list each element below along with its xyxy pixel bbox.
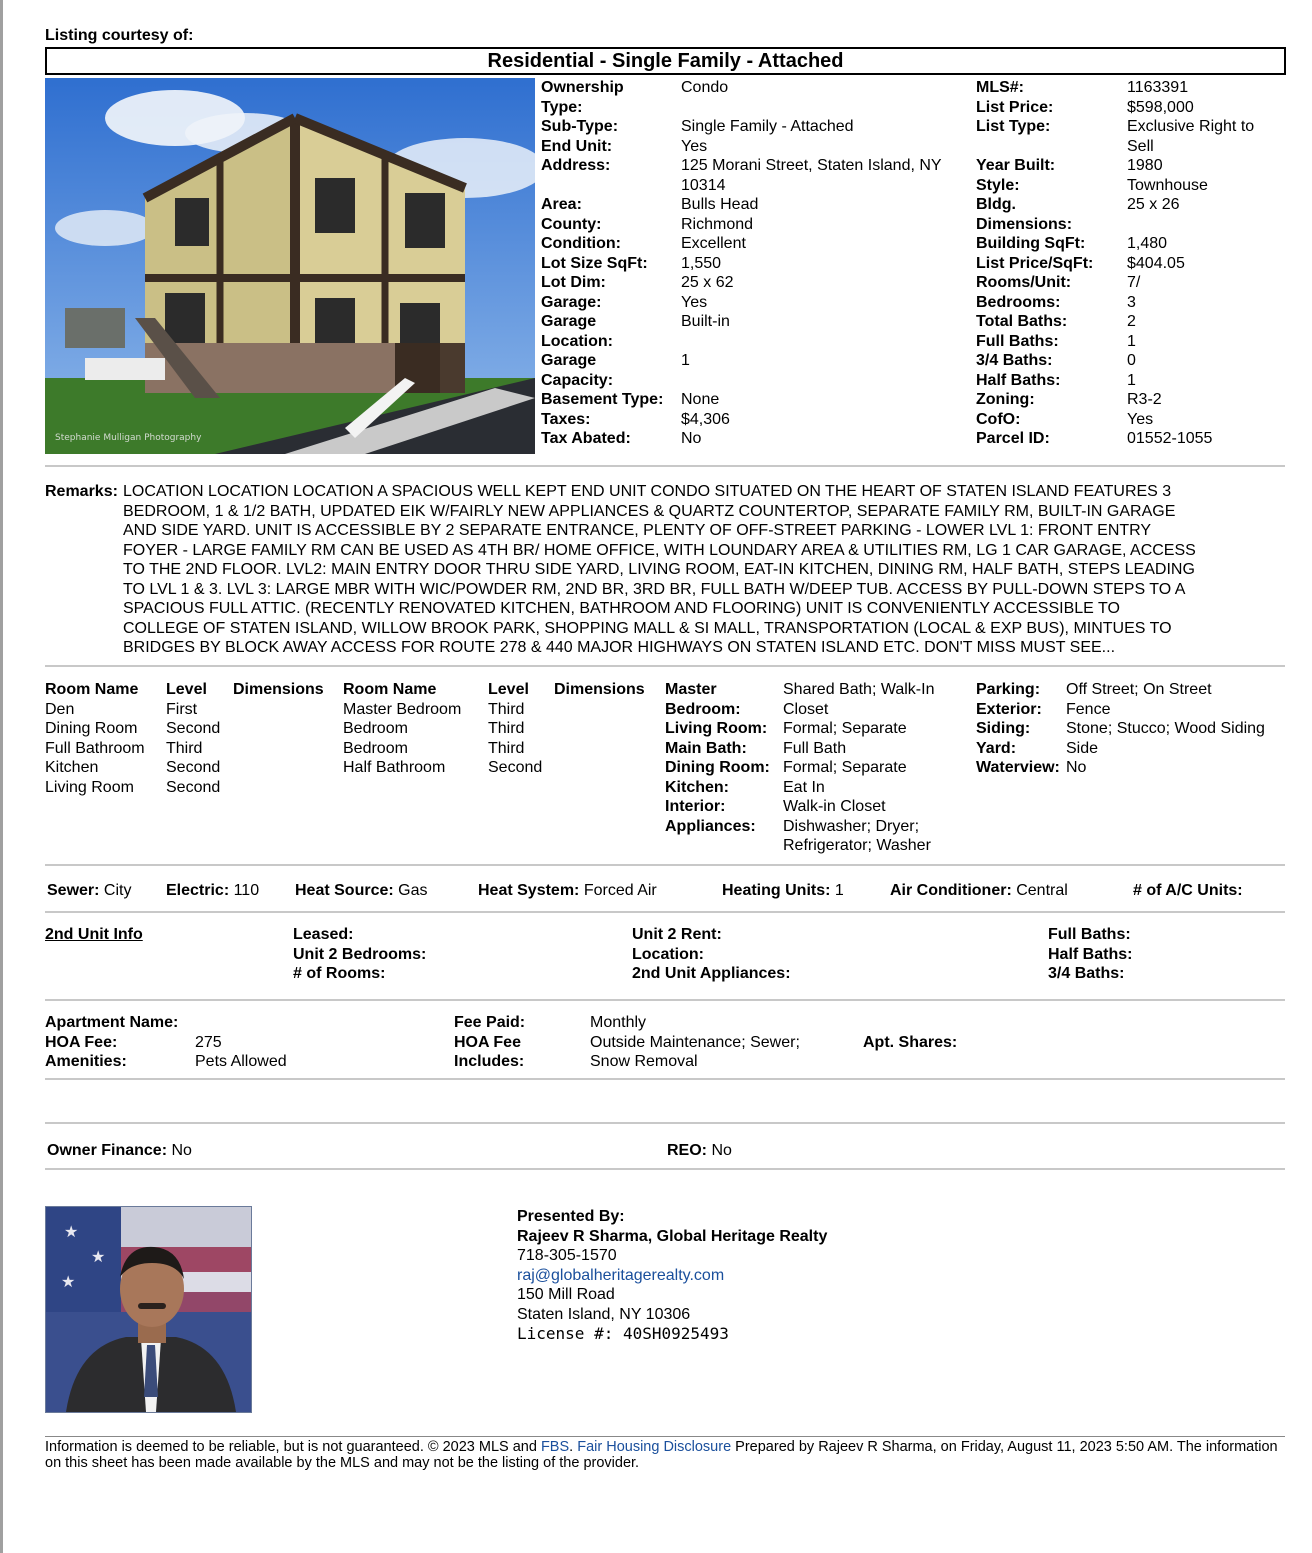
- reo-value: No: [711, 1142, 732, 1159]
- second-unit-col2: [632, 925, 791, 984]
- footer-disclaimer: [45, 1440, 1285, 1471]
- feature-value: Fence: [1066, 700, 1111, 718]
- hoa-includes-value: Outside Maintenance; Sewer;: [590, 1033, 800, 1051]
- feature-value: Full Bath: [783, 739, 847, 757]
- divider: [45, 1122, 1285, 1124]
- detail-label: Lot Size SqFt:: [541, 254, 648, 272]
- reo: [667, 1141, 732, 1161]
- zoning: R3-2: [1127, 391, 1162, 408]
- divider: [45, 1078, 1285, 1080]
- bedrooms: 3: [1127, 293, 1136, 311]
- detail-value: No: [681, 430, 702, 447]
- amenities-label: Amenities:: [45, 1053, 127, 1070]
- detail-label: Address:: [541, 157, 611, 174]
- util-label: # of A/C Units:: [1133, 882, 1243, 899]
- room-level: Third: [166, 739, 203, 757]
- util-value: Forced Air: [583, 882, 657, 899]
- hoa-includes-label: HOA Fee: [454, 1033, 521, 1051]
- detail-label: Garage Location:: [541, 313, 613, 350]
- feature-value: Formal; Separate: [783, 720, 907, 737]
- rooms-table: [45, 680, 665, 860]
- divider: [45, 665, 1285, 667]
- footer-text: Information is deemed to be reliable, but is not guaranteed. © 2023 MLS and: [45, 1439, 541, 1455]
- feature-value: Side: [1066, 739, 1099, 757]
- feature-label: Appliances:: [665, 817, 756, 835]
- detail-value: None: [681, 391, 720, 408]
- detail-value: Bulls Head: [681, 196, 759, 213]
- feature-label: Main Bath:: [665, 739, 747, 757]
- detail-label: Garage:: [541, 293, 602, 311]
- price-per-sqft: $404.05: [1127, 254, 1185, 272]
- room-name: Bedroom: [343, 739, 408, 757]
- feature-value: Off Street; On Street: [1066, 681, 1212, 698]
- detail-label: Style:: [976, 176, 1020, 194]
- detail-value: 1,550: [681, 254, 722, 272]
- util-label: Electric:: [166, 882, 230, 899]
- hoa-fee-value: 275: [195, 1033, 222, 1051]
- hoa-fee-label: HOA Fee:: [45, 1033, 118, 1051]
- fee-paid-value: Monthly: [590, 1014, 647, 1031]
- listing-courtesy: Listing courtesy of:: [45, 27, 194, 44]
- feature-label: Master: [665, 681, 717, 698]
- feature-label: Interior:: [665, 798, 726, 815]
- feature-label: Dining Room:: [665, 759, 770, 776]
- room-level: Second: [166, 778, 221, 796]
- page-edge: [0, 0, 3, 1553]
- detail-label: 3/4 Baths:: [976, 352, 1053, 369]
- fbs-link[interactable]: FBS: [540, 1439, 570, 1455]
- util-value: Gas: [398, 882, 428, 899]
- remarks-line: BRIDGES BY BLOCK AWAY ACCESS FOR ROUTE 278 & 440 MAJOR HIGHWAYS ON STATEN ISLAND ETC. DON'T MISS MUST SEE...: [123, 639, 1116, 656]
- feature-value: Closet: [783, 700, 829, 718]
- footer-text: Prepared by Rajeev R Sharma, on Friday, August 11, 2023 5:50 AM. The information on this sheet has been made available by the MLS and may not be the listing of the provider.: [45, 1439, 1278, 1471]
- detail-value: Yes: [681, 293, 708, 311]
- detail-value: Condo: [681, 79, 729, 96]
- svg-text:★: ★: [61, 1272, 76, 1291]
- divider: [45, 999, 1285, 1001]
- exterior-features: [976, 680, 1286, 800]
- room-name: Kitchen: [45, 759, 99, 776]
- rooms-unit: 7/: [1127, 274, 1141, 291]
- rooms-header-dimensions: Dimensions: [554, 681, 645, 698]
- owner-finance-label: Owner Finance:: [47, 1142, 168, 1159]
- agent-license: License #: 40SH0925493: [517, 1324, 729, 1343]
- feature-value: Walk-in Closet: [783, 798, 886, 815]
- feature-label: Waterview:: [976, 759, 1060, 776]
- hoa-includes-label: Includes:: [454, 1053, 525, 1070]
- footer-divider: [45, 1436, 1285, 1437]
- util-value: 110: [233, 882, 260, 899]
- detail-value: Richmond: [681, 215, 754, 233]
- remarks-line: TO THE 2ND FLOOR. LVL2: MAIN ENTRY DOOR THRU SIDE YARD, LIVING ROOM, EAT-IN KITCHEN, DINING RM, HALF BATH, STEPS LEADING: [123, 561, 1195, 578]
- second-unit-label: Leased:: [293, 926, 354, 943]
- owner-finance-value: No: [171, 1142, 192, 1159]
- hoa-includes-value: Snow Removal: [590, 1053, 698, 1070]
- room-name: Den: [45, 700, 75, 718]
- detail-value: 1: [681, 352, 690, 369]
- detail-label: MLS#:: [976, 79, 1024, 96]
- fee-paid-label: Fee Paid:: [454, 1014, 526, 1031]
- rooms-header-name: Room Name: [343, 681, 437, 698]
- three-quarter-baths: 0: [1127, 352, 1136, 369]
- detail-label: Basement Type:: [541, 391, 664, 408]
- hoa-section: [45, 1013, 1285, 1073]
- second-unit-label: # of Rooms:: [293, 965, 386, 982]
- detail-label: End Unit:: [541, 137, 613, 155]
- listing-title: Residential - Single Family - Attached: [45, 47, 1286, 75]
- interior-features: [665, 680, 970, 860]
- detail-value: 25 x 62: [681, 274, 734, 291]
- feature-value: Formal; Separate: [783, 759, 907, 776]
- remarks-text: [123, 482, 1288, 658]
- util-label: Sewer:: [47, 882, 100, 899]
- rooms-header-level: Level: [166, 681, 207, 698]
- list-type: Exclusive Right to Sell: [1127, 118, 1255, 155]
- agent-portrait-icon: [46, 1207, 251, 1412]
- util-value: 1: [834, 882, 844, 899]
- feature-label: Kitchen:: [665, 778, 729, 796]
- mls-number: 1163391: [1127, 79, 1189, 96]
- second-unit-title: 2nd Unit Info: [45, 926, 143, 943]
- remarks-line: BEDROOM, 1 & 1/2 BATH, UPDATED EIK W/FAIRLY NEW APPLIANCES & QUARTZ COUNTERTOP, SEPARATE FAMILY RM, BUILT-IN GARAGE: [123, 502, 1176, 520]
- detail-label: Building SqFt:: [976, 235, 1086, 252]
- detail-value: 125 Morani Street, Staten Island, NY 10314: [681, 157, 942, 194]
- second-unit-label: Unit 2 Rent:: [632, 926, 722, 943]
- room-level: Second: [166, 759, 221, 776]
- agent-street: 150 Mill Road: [517, 1286, 615, 1303]
- reo-label: REO:: [667, 1142, 707, 1159]
- apartment-name-label: Apartment Name:: [45, 1014, 179, 1031]
- detail-label: Garage Capacity:: [541, 352, 614, 389]
- room-level: Third: [488, 720, 525, 737]
- detail-label: Area:: [541, 196, 582, 213]
- building-sqft: 1,480: [1127, 235, 1168, 252]
- room-name: Bedroom: [343, 720, 408, 737]
- presented-by: Presented By:: [517, 1208, 625, 1225]
- detail-label: Tax Abated:: [541, 430, 631, 447]
- divider: [45, 465, 1285, 467]
- photo-watermark: Stephanie Mulligan Photography: [55, 433, 202, 443]
- bldg-dimensions: 25 x 26: [1127, 196, 1180, 213]
- utilities-row: [47, 881, 1287, 901]
- feature-value: No: [1066, 759, 1087, 776]
- room-name: Dining Room: [45, 720, 138, 737]
- svg-text:★: ★: [64, 1222, 79, 1241]
- feature-label: Bedroom:: [665, 700, 741, 718]
- agent-city: Staten Island, NY 10306: [517, 1305, 691, 1323]
- second-unit-col1: [293, 925, 426, 984]
- rooms-header-level: Level: [488, 681, 529, 698]
- detail-label: Taxes:: [541, 410, 591, 428]
- room-name: Half Bathroom: [343, 759, 446, 776]
- detail-label: List Type:: [976, 118, 1051, 135]
- detail-label: List Price/SqFt:: [976, 254, 1094, 272]
- agent-phone: 718-305-1570: [517, 1247, 617, 1264]
- agent-name: Rajeev R Sharma, Global Heritage Realty: [517, 1227, 828, 1245]
- util-label: Heat Source:: [295, 882, 394, 899]
- remarks-line: SPACIOUS FULL ATTIC. (RECENTLY RENOVATED KITCHEN, BATHROOM AND FLOORING) UNIT IS CONVENIENTLY ACCESSIBLE TO: [123, 600, 1120, 617]
- second-unit-label: 2nd Unit Appliances:: [632, 965, 791, 982]
- second-unit-label: 3/4 Baths:: [1048, 965, 1125, 982]
- feature-label: Siding:: [976, 720, 1031, 737]
- property-photo: [45, 78, 535, 454]
- fair-housing-link[interactable]: Fair Housing Disclosure: [577, 1439, 732, 1455]
- feature-value: Shared Bath; Walk-In: [783, 681, 935, 698]
- half-baths: 1: [1127, 371, 1136, 389]
- detail-label: Rooms/Unit:: [976, 274, 1072, 291]
- feature-label: Yard:: [976, 739, 1017, 757]
- remarks-line: AND SIDE YARD. UNIT IS ACCESSIBLE BY 2 SEPARATE ENTRANCE, PLENTY OF OFF-STREET PARKING - LOWER LVL 1: FRONT ENTRY: [123, 522, 1152, 539]
- detail-label: Zoning:: [976, 391, 1035, 408]
- feature-label: Parking:: [976, 681, 1041, 698]
- style: Townhouse: [1127, 176, 1208, 194]
- agent-email-link[interactable]: raj@globalheritagerealty.com: [517, 1266, 725, 1284]
- room-name: Master Bedroom: [343, 700, 462, 718]
- detail-label: Bldg. Dimensions:: [976, 196, 1073, 233]
- apt-shares-label: Apt. Shares:: [863, 1033, 958, 1051]
- feature-value: Dishwasher; Dryer;: [783, 817, 920, 835]
- detail-label: Parcel ID:: [976, 430, 1050, 447]
- feature-value: Refrigerator; Washer: [783, 837, 931, 854]
- agent-info: [517, 1207, 1017, 1344]
- townhouse-photo-icon: [45, 78, 535, 454]
- remarks-label: Remarks:: [45, 483, 118, 500]
- owner-finance: [47, 1141, 192, 1161]
- util-label: Heat System:: [478, 882, 580, 899]
- detail-value: Excellent: [681, 235, 746, 252]
- amenities-value: Pets Allowed: [195, 1053, 287, 1070]
- detail-label: Sub-Type:: [541, 118, 619, 135]
- room-level: Third: [488, 700, 525, 718]
- room-name: Living Room: [45, 778, 134, 796]
- util-value: City: [103, 882, 132, 899]
- detail-label: Lot Dim:: [541, 274, 606, 291]
- detail-label: Half Baths:: [976, 371, 1061, 389]
- year-built: 1980: [1127, 157, 1163, 174]
- second-unit-label: Unit 2 Bedrooms:: [293, 945, 427, 963]
- room-level: Second: [166, 720, 221, 737]
- room-level: Second: [488, 759, 543, 776]
- room-name: Full Bathroom: [45, 739, 145, 757]
- list-price: $598,000: [1127, 98, 1194, 116]
- remarks-line: FOYER - LARGE FAMILY RM CAN BE USED AS 4TH BR/ HOME OFFICE, WITH LOUNDARY AREA & UTILITIES RM, LG 1 CAR GARAGE, ACCESS: [123, 541, 1196, 559]
- divider: [45, 864, 1285, 866]
- remarks-line: LOCATION LOCATION LOCATION A SPACIOUS WELL KEPT END UNIT CONDO SITUATED ON THE HEART OF STATEN ISLAND FEATURES 3: [123, 483, 1172, 500]
- detail-value: Yes: [681, 137, 708, 155]
- remarks-line: COLLEGE OF STATEN ISLAND, WILLOW BROOK PARK, SHOPPING MALL & SI MALL, TRANSPORTATION (LOCAL & EXP BUS), MINTUES TO: [123, 619, 1172, 637]
- second-unit-label: Half Baths:: [1048, 945, 1133, 963]
- detail-value: $4,306: [681, 410, 730, 428]
- util-value: Central: [1016, 882, 1068, 899]
- second-unit-label: Location:: [632, 945, 704, 963]
- rooms-header-dimensions: Dimensions: [233, 681, 324, 698]
- cofo: Yes: [1127, 410, 1154, 428]
- detail-value: Single Family - Attached: [681, 118, 854, 135]
- second-unit-col3: [1048, 925, 1132, 984]
- util-label: Heating Units:: [722, 882, 831, 899]
- detail-label: CofO:: [976, 410, 1021, 428]
- detail-label: Year Built:: [976, 157, 1056, 174]
- full-baths: 1: [1127, 332, 1136, 350]
- feature-value: Stone; Stucco; Wood Siding: [1066, 720, 1265, 737]
- feature-label: Living Room:: [665, 720, 768, 737]
- total-baths: 2: [1127, 313, 1136, 330]
- detail-label: Full Baths:: [976, 332, 1059, 350]
- detail-label: Total Baths:: [976, 313, 1068, 330]
- detail-value: Built-in: [681, 313, 730, 330]
- detail-label: County:: [541, 215, 602, 233]
- detail-label: Condition:: [541, 235, 621, 252]
- footer-text: .: [569, 1439, 578, 1455]
- divider: [45, 1168, 1285, 1170]
- divider: [45, 911, 1285, 913]
- detail-label: List Price:: [976, 98, 1054, 116]
- feature-value: Eat In: [783, 778, 825, 796]
- room-level: Third: [488, 739, 525, 757]
- detail-label: Ownership Type:: [541, 79, 624, 116]
- agent-photo: [45, 1206, 252, 1413]
- second-unit-label: Full Baths:: [1048, 926, 1131, 943]
- util-label: Air Conditioner:: [890, 882, 1012, 899]
- detail-label: Bedrooms:: [976, 293, 1061, 311]
- room-level: First: [166, 700, 198, 718]
- rooms-header-name: Room Name: [45, 681, 139, 698]
- remarks-line: TO LVL 1 & 3. LVL 3: LARGE MBR WITH WIC/POWDER RM, 2ND BR, 3RD BR, FULL BATH W/DEEP TUB. ACCESS BY PULL-DOWN STEPS TO A: [123, 580, 1186, 598]
- feature-label: Exterior:: [976, 700, 1042, 718]
- svg-text:★: ★: [91, 1247, 106, 1266]
- parcel-id: 01552-1055: [1127, 430, 1213, 447]
